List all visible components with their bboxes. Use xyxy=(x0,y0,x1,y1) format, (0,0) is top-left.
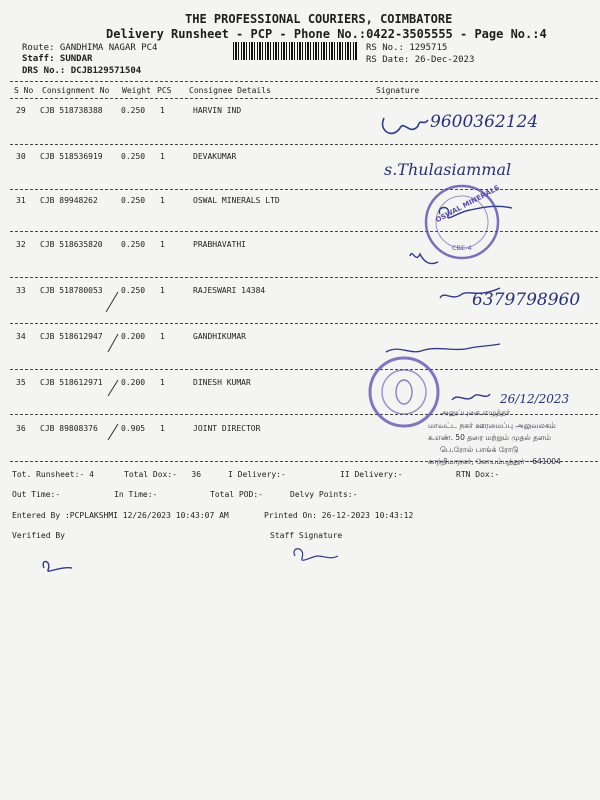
row-weight: 0.250 xyxy=(121,196,146,205)
col-signature: Signature xyxy=(376,86,420,95)
i-delivery: I Delivery:- xyxy=(228,470,286,479)
col-weight: Weight xyxy=(122,86,151,95)
row-consignment: CJB 518780053 xyxy=(40,286,103,295)
row-consignee: JOINT DIRECTOR xyxy=(193,424,261,433)
row-weight: 0.250 xyxy=(121,152,146,161)
delvy-points: Delvy Points:- xyxy=(290,490,358,499)
row-consignee: DEVAKUMAR xyxy=(193,152,237,161)
row-pcs: 1 xyxy=(160,106,165,115)
oswal-stamp-text: OSWAL MINERALS xyxy=(434,183,501,225)
oswal-stamp-code: CBE-4 xyxy=(452,244,472,252)
signature-35-mark xyxy=(452,394,490,400)
total-pod: Total POD:- xyxy=(210,490,263,499)
row-sno: 30 xyxy=(16,152,26,161)
row-sno: 35 xyxy=(16,378,26,387)
row-consignment: CJB 518738388 xyxy=(40,106,103,115)
rtn-dox: RTN Dox:- xyxy=(456,470,500,479)
printed-on: Printed On: 26-12-2023 10:43:12 xyxy=(264,511,414,520)
row-sno: 31 xyxy=(16,196,26,205)
row-consignment: CJB 89808376 xyxy=(40,424,98,433)
rs-no: RS No.: 1295715 xyxy=(366,43,448,53)
drs-label: DRS No.: DCJB129571504 xyxy=(22,66,142,76)
row-pcs: 1 xyxy=(160,378,165,387)
signature-30-name: s.Thulasiammal xyxy=(384,160,512,179)
row-consignment: CJB 518536919 xyxy=(40,152,103,161)
row-weight: 0.250 xyxy=(121,106,146,115)
pen-mark xyxy=(108,334,118,352)
row-weight: 0.905 xyxy=(121,424,146,433)
row-sno: 29 xyxy=(16,106,26,115)
row-sno: 36 xyxy=(16,424,26,433)
row-consignee: OSWAL MINERALS LTD xyxy=(193,196,280,205)
tot-runsheet: Tot. Runsheet:- 4 xyxy=(12,470,94,479)
col-consignment: Consignment No xyxy=(42,86,110,95)
signature-32-mark xyxy=(410,254,438,264)
tamil-stamp-line-3: க.எண். 50 தரை மற்றும் முதல் தளம் xyxy=(428,433,551,442)
row-weight: 0.200 xyxy=(121,378,146,387)
signature-34-mark xyxy=(386,344,500,352)
row-pcs: 1 xyxy=(160,332,165,341)
row-consignment: CJB 89948262 xyxy=(40,196,98,205)
row-consignment: CJB 518612947 xyxy=(40,332,103,341)
row-consignee: HARVIN IND xyxy=(193,106,242,115)
total-dox: Total Dox:- 36 xyxy=(124,470,202,479)
row-consignee: RAJESWARI 14384 xyxy=(193,286,266,295)
row-pcs: 1 xyxy=(160,240,165,249)
row-pcs: 1 xyxy=(160,424,165,433)
col-consignee: Consignee Details xyxy=(189,86,271,95)
signature-29-phone: 9600362124 xyxy=(430,112,539,132)
verified-signature-mark xyxy=(43,561,72,571)
row-weight: 0.250 xyxy=(121,240,146,249)
pen-mark xyxy=(108,424,118,440)
signature-33-phone: 6379798960 xyxy=(472,290,581,310)
pen-mark xyxy=(108,380,118,396)
row-sno: 32 xyxy=(16,240,26,249)
row-sno: 33 xyxy=(16,286,26,295)
signature-29-mark xyxy=(383,118,428,133)
tamil-stamp-line-2: மாவட்ட நகர் ஊரமைப்பு அலுவலகம் xyxy=(428,421,556,430)
staff-signature-label: Staff Signature xyxy=(270,531,343,540)
stamp-date-handwritten: 26/12/2023 xyxy=(500,392,570,406)
pen-mark xyxy=(106,292,118,312)
row-consignment: CJB 518612971 xyxy=(40,378,103,387)
entered-by: Entered By :PCPLAKSHMI 12/26/2023 10:43:07 AM xyxy=(12,511,229,520)
row-weight: 0.200 xyxy=(121,332,146,341)
row-pcs: 1 xyxy=(160,286,165,295)
row-pcs: 1 xyxy=(160,152,165,161)
gov-stamp-ring xyxy=(370,358,438,426)
tamil-stamp-line-4: பெ.ரோல் பாங்க் ரோடு xyxy=(440,445,519,454)
col-pcs: PCS xyxy=(157,86,172,95)
row-pcs: 1 xyxy=(160,196,165,205)
col-sno: S No xyxy=(14,86,34,95)
row-sno: 34 xyxy=(16,332,26,341)
runsheet-subtitle: Delivery Runsheet - PCP - Phone No.:0422-3505555 - Page No.:4 xyxy=(106,27,547,41)
out-time: Out Time:- xyxy=(12,490,61,499)
company-title: THE PROFESSIONAL COURIERS, COIMBATORE xyxy=(185,12,453,26)
row-consignee: GANDHIKUMAR xyxy=(193,332,246,341)
row-consignee: DINESH KUMAR xyxy=(193,378,251,387)
tamil-stamp-line-5: காந்திமாநகர், கோயம்புத்தூர் - 641004 xyxy=(428,457,561,466)
row-weight: 0.250 xyxy=(121,286,146,295)
tamil-stamp-line-1: அனுப்புகை எழுத்தர் xyxy=(440,408,511,417)
rs-date: RS Date: 26-Dec-2023 xyxy=(366,55,475,65)
in-time: In Time:- xyxy=(114,490,158,499)
route-label: Route: GANDHIMA NAGAR PC4 xyxy=(22,43,158,53)
staff-label: Staff: SUNDAR xyxy=(22,54,93,64)
ii-delivery: II Delivery:- xyxy=(340,470,403,479)
verified-by-label: Verified By xyxy=(12,531,65,540)
row-consignee: PRABHAVATHI xyxy=(193,240,246,249)
gov-stamp-emblem xyxy=(396,380,412,404)
staff-signature-mark xyxy=(294,549,338,560)
gov-stamp-inner-ring xyxy=(382,370,426,414)
row-consignment: CJB 518635820 xyxy=(40,240,103,249)
